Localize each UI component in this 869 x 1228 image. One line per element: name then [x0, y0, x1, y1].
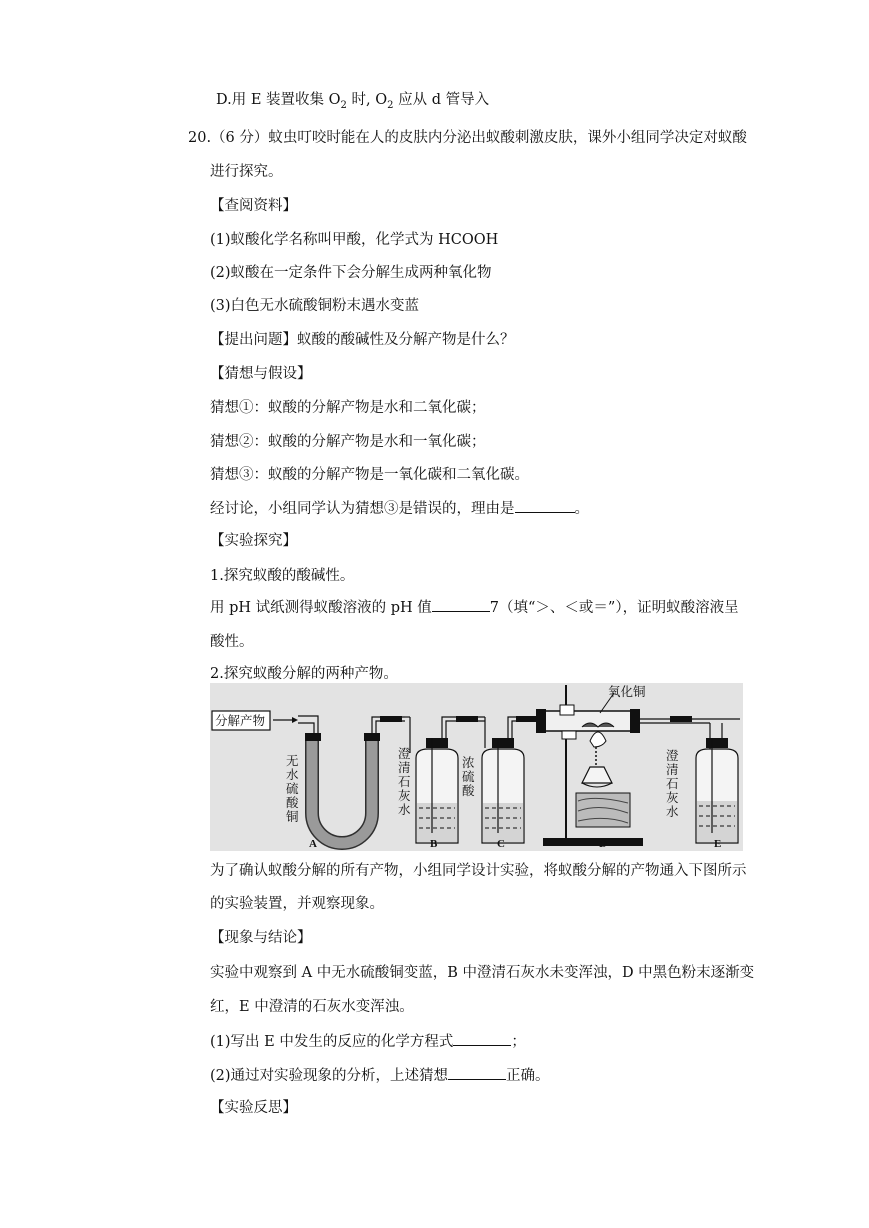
ph-text-2: 7（填“＞、＜或＝”），证明蚁酸溶液呈 — [489, 600, 739, 616]
discussion-text: 经讨论，小组同学认为猜想③是错误的，理由是 — [210, 501, 515, 517]
question-2-line — [210, 1065, 550, 1086]
letter-b: B — [430, 838, 438, 850]
letter-e: E — [714, 838, 722, 850]
experiment-1-ph-line — [210, 597, 739, 618]
punct: 。 — [574, 501, 589, 517]
svg-text:灰: 灰 — [666, 790, 679, 805]
svg-text:硫: 硫 — [462, 769, 475, 784]
paragraph-line1: 为了确认蚁酸分解的所有产物，小组同学设计实验，将蚁酸分解的产物通入下图所示 — [210, 863, 747, 879]
letter-a: A — [309, 838, 317, 850]
apparatus-diagram — [210, 683, 743, 851]
punct: ； — [511, 1034, 526, 1050]
heading-reflection: 【实验反思】 — [210, 1100, 297, 1116]
result-line2: 红，E 中澄清的石灰水变浑浊。 — [210, 999, 414, 1015]
answer-blank[interactable] — [432, 597, 490, 612]
hypothesis-3: 猜想③：蚁酸的分解产物是一氧化碳和二氧化碳。 — [210, 467, 529, 483]
input-label: 分解产物 — [215, 713, 266, 728]
svg-text:无: 无 — [286, 753, 299, 768]
heading-result: 【现象与结论】 — [210, 930, 312, 946]
letter-c: C — [497, 838, 505, 850]
experiment-2: 2.探究蚁酸分解的两种产物。 — [210, 666, 398, 682]
svg-text:澄: 澄 — [398, 746, 411, 761]
svg-text:硫: 硫 — [286, 781, 299, 796]
label-e-vertical — [666, 748, 679, 819]
option-d-line — [216, 90, 489, 116]
info-item-2: (2)蚁酸在一定条件下会分解生成两种氧化物 — [210, 265, 492, 281]
svg-text:石: 石 — [398, 774, 411, 789]
option-d-text-1: D.用 E 装置收集 O — [216, 92, 341, 108]
option-d-text-2: 时, O — [346, 92, 388, 108]
label-a-vertical — [286, 753, 299, 824]
subscript: 2 — [340, 99, 347, 111]
question-20-line2: 进行探究。 — [210, 164, 283, 180]
answer-blank[interactable] — [515, 498, 575, 513]
option-d-text-3: 应从 d 管导入 — [393, 92, 490, 108]
answer-blank[interactable] — [453, 1031, 511, 1046]
result-line1: 实验中观察到 A 中无水硫酸铜变蓝，B 中澄清石灰水未变浑浊，D 中黑色粉末逐渐变 — [210, 965, 755, 981]
ph-text: 用 pH 试纸测得蚁酸溶液的 pH 值 — [210, 600, 432, 616]
svg-text:水: 水 — [286, 767, 299, 782]
question-2-end: 正确。 — [506, 1068, 550, 1084]
heading-question: 【提出问题】蚁酸的酸碱性及分解产物是什么？ — [210, 332, 515, 348]
svg-text:灰: 灰 — [398, 788, 411, 803]
hypothesis-1: 猜想①：蚁酸的分解产物是水和二氧化碳； — [210, 400, 486, 416]
svg-text:石: 石 — [666, 776, 679, 791]
svg-text:澄: 澄 — [666, 748, 679, 763]
discussion-line — [210, 498, 589, 519]
letter-d: D — [599, 838, 607, 850]
experiment-1: 1.探究蚁酸的酸碱性。 — [210, 568, 355, 584]
svg-text:铜: 铜 — [286, 809, 299, 824]
info-item-3: (3)白色无水硫酸铜粉末遇水变蓝 — [210, 298, 420, 314]
label-c-vertical — [462, 755, 475, 798]
heading-info: 【查阅资料】 — [210, 198, 297, 214]
info-item-1: (1)蚁酸化学名称叫甲酸，化学式为 HCOOH — [210, 232, 499, 248]
top-label: 氧化铜 — [608, 684, 646, 699]
svg-text:清: 清 — [666, 762, 679, 777]
hypothesis-2: 猜想②：蚁酸的分解产物是水和一氧化碳； — [210, 434, 486, 450]
answer-blank[interactable] — [448, 1065, 506, 1080]
experiment-1-end: 酸性。 — [210, 634, 254, 650]
svg-text:酸: 酸 — [286, 795, 299, 810]
question-2-text: (2)通过对实验现象的分析，上述猜想 — [210, 1068, 449, 1084]
svg-text:浓: 浓 — [462, 755, 475, 770]
question-1-text: (1)写出 E 中发生的反应的化学方程式 — [210, 1034, 454, 1050]
question-20-line1: 20.（6 分）蚊虫叮咬时能在人的皮肤内分泌出蚁酸刺激皮肤，课外小组同学决定对蚁酸 — [188, 130, 747, 146]
svg-text:水: 水 — [398, 802, 411, 817]
stopper — [364, 733, 380, 741]
svg-text:水: 水 — [666, 804, 679, 819]
label-b-vertical — [398, 746, 411, 817]
question-1-line — [210, 1031, 526, 1052]
subscript: 2 — [387, 99, 394, 111]
svg-text:酸: 酸 — [462, 783, 475, 798]
heading-hypothesis: 【猜想与假设】 — [210, 366, 312, 382]
paragraph-line2: 的实验装置，并观察现象。 — [210, 896, 384, 912]
stopper — [305, 733, 321, 741]
svg-text:清: 清 — [398, 760, 411, 775]
connector — [380, 716, 402, 722]
heading-experiment: 【实验探究】 — [210, 533, 297, 549]
